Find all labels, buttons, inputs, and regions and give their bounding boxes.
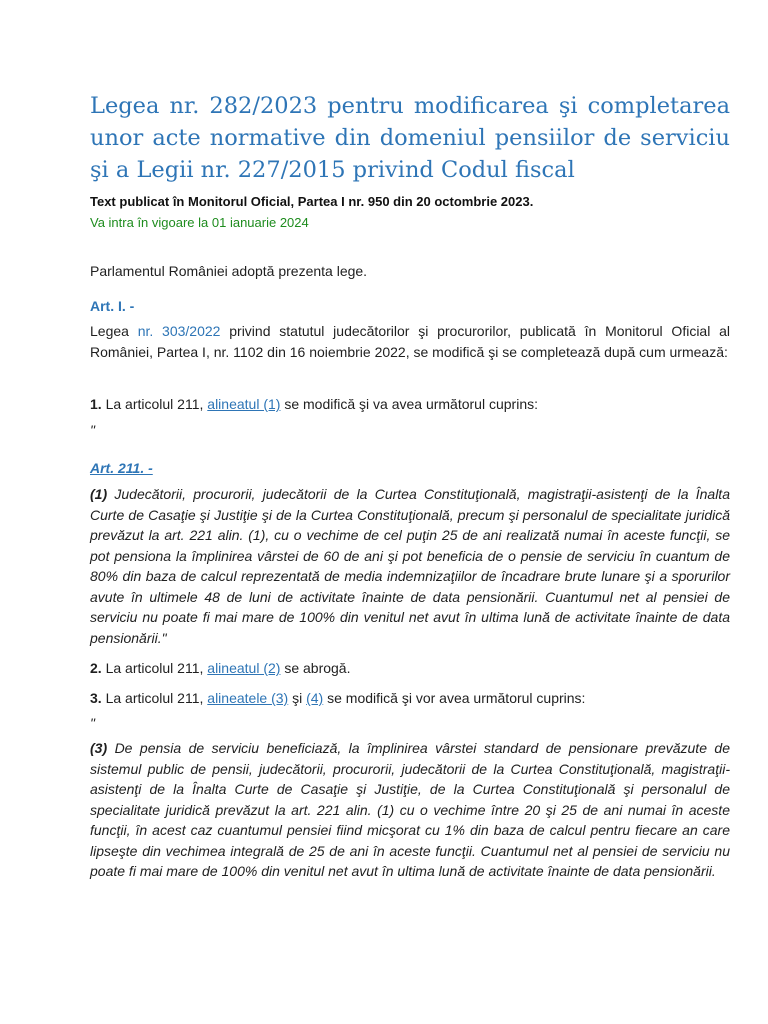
- paragraph-3-number: (3): [90, 740, 108, 756]
- alineatul-1-link[interactable]: alineatul (1): [207, 396, 281, 412]
- item-1-number: 1.: [90, 396, 102, 412]
- intro-paragraph: Parlamentul României adoptă prezenta lege.: [90, 263, 368, 279]
- item-2-number: 2.: [90, 660, 102, 676]
- article-i-text-pre: Legea: [90, 323, 138, 339]
- article-i-text: [90, 321, 730, 362]
- article-211-heading[interactable]: Art. 211. -: [90, 460, 153, 476]
- amendment-item-2: [90, 658, 730, 679]
- item-3-post: se modifică şi vor avea următorul cuprins:: [323, 690, 586, 706]
- item-3-number: 3.: [90, 690, 102, 706]
- alineat-4-link[interactable]: (4): [306, 690, 324, 706]
- paragraph-1-text: Judecătorii, procurorii, judecătorii de la Curtea Constituţională, magistraţii-asistenţi de la Înalta Curte de Casaţie şi Justiţie şi de la Curtea Constituţională, precum şi personalul de specialitate juridică prevăzut la art. 221 alin. (1), cu o vechime de cel puţin 25 de ani realizată numai în aceste funcţii, se pot pensiona la împlinirea vârstei de 60 de ani şi pot beneficia de o pensie de serviciu în cuantum de 80% din baza de calcul reprezentată de media indemnizaţiilor de încadrare brute lunare şi a sporurilor avute în ultimele 48 de luni de activitate înainte de data pensionării. Cuantumul net al pensiei de serviciu nu poate fi mai mare de 100% din venitul net avut în ultima lună de activitate înainte de data pensionării.": [90, 486, 730, 646]
- item-1-post: se modifică şi va avea următorul cuprins:: [280, 396, 538, 412]
- amendment-item-3: [90, 688, 730, 709]
- item-1-pre: La articolul 211,: [101, 396, 208, 412]
- alineatele-3-link[interactable]: alineatele (3): [207, 690, 289, 706]
- quote-mark-2: ": [90, 715, 95, 731]
- paragraph-1: [90, 484, 730, 648]
- item-2-pre: La articolul 211,: [101, 660, 208, 676]
- publication-note: Text publicat în Monitorul Oficial, Partea I nr. 950 din 20 octombrie 2023.: [90, 194, 534, 209]
- alineatul-2-link[interactable]: alineatul (2): [207, 660, 281, 676]
- effective-date-note: Va intra în vigoare la 01 ianuarie 2024: [90, 215, 309, 230]
- law-title: Legea nr. 282/2023 pentru modificarea şi completarea unor acte normative din domeniul pensiilor de serviciu şi a Legii nr. 227/2015 privind Codul fiscal: [90, 93, 730, 183]
- item-3-mid: şi: [288, 690, 307, 706]
- law-303-2022-link[interactable]: nr. 303/2022: [137, 323, 221, 339]
- paragraph-1-number: (1): [90, 486, 108, 502]
- amendment-item-1: [90, 394, 730, 415]
- item-3-pre: La articolul 211,: [101, 690, 208, 706]
- article-i-text-post: privind statutul judecătorilor şi procurorilor, publicată în Monitorul Oficial al României, Partea I, nr. 1102 din 16 noiembrie 2022, se modifică şi se completează după cum urmează:: [90, 323, 731, 360]
- quote-mark-1: ": [90, 422, 95, 438]
- paragraph-3: [90, 738, 730, 882]
- item-2-post: se abrogă.: [280, 660, 351, 676]
- paragraph-3-text: De pensia de serviciu beneficiază, la împlinirea vârstei standard de pensionare prevăzute de sistemul public de pensii, judecătorii, procurorii, judecătorii de la Curtea Constituţională, magistraţii-asistenţi de la Înalta Curte de Casaţie şi Justiţie, de la Curtea Constituţională şi personalul de specialitate juridică prevăzut la art. 221 alin. (1) cu o vechime între 20 şi 25 de ani numai în aceste funcţii, în acest caz cuantumul pensiei fiind micşorat cu 1% din baza de calcul pentru fiecare an care lipseşte din vechimea integrală de 25 de ani în aceste funcţii. Cuantumul net al pensiei de serviciu nu poate fi mai mare de 100% din venitul net avut în ultima lună de activitate înainte de data pensionării.: [90, 740, 730, 879]
- article-i-heading: Art. I. -: [90, 298, 135, 314]
